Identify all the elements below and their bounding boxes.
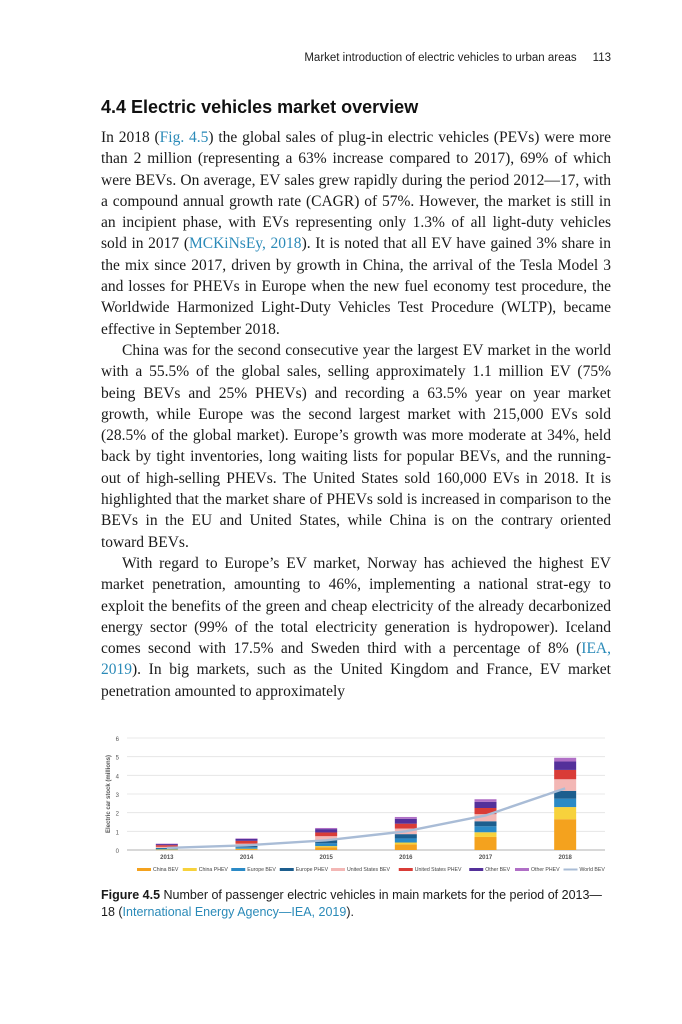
- bar-segment: [315, 846, 337, 847]
- bar-segment: [395, 844, 417, 850]
- y-tick-label: 6: [115, 737, 119, 743]
- x-tick-label: 2013: [160, 855, 174, 861]
- legend-label: Other BEV: [485, 867, 511, 873]
- x-tick-label: 2016: [399, 855, 413, 861]
- bar-segment: [475, 821, 497, 826]
- figure-caption: [101, 887, 611, 920]
- bar-segment: [395, 843, 417, 845]
- legend-label: Other PHEV: [531, 867, 560, 873]
- y-axis-label: Electric car stock (millions): [106, 754, 112, 834]
- legend-swatch: [331, 868, 345, 871]
- bar-segment: [236, 849, 258, 850]
- x-tick-label: 2014: [239, 855, 254, 861]
- legend-swatch: [280, 868, 294, 871]
- p1-text-c: ). It is noted that all EV have gained 3% share in the mix since 2017, driven by growth in China, the arrival of the Tesla Model 3 and losses for PHEVs in Europe when the new fuel economy test procedure, the Worldwide Harmonized Light-Duty Vehicles Test Procedure (WLTP), became effective in September 2018.: [101, 235, 611, 338]
- bar-segment: [236, 838, 258, 839]
- x-tick-label: 2015: [319, 855, 333, 861]
- bar-segment: [156, 844, 178, 845]
- bar-segment: [236, 849, 258, 850]
- bar-segment: [475, 832, 497, 837]
- bar-segment: [475, 837, 497, 850]
- bar-segment: [554, 758, 576, 762]
- running-header: [101, 52, 611, 64]
- p3-text-a: With regard to Europe’s EV market, Norway has achieved the highest EV market penetration, amounting to 46%, implementing a national strat-egy to exploit the benefits of the green and cheap electricity of the already decarbonized energy sector (99% of the total electricity generation is hydropower). Iceland comes second with 17.5% and Sweden third with a percentage of 8% (: [101, 554, 611, 658]
- bar-segment: [156, 844, 178, 845]
- section-heading: 4.4 Electric vehicles market overview: [101, 97, 419, 117]
- legend-swatch: [399, 868, 413, 871]
- bar-segment: [156, 849, 178, 850]
- bar-segment: [315, 847, 337, 850]
- paragraph-3: [101, 553, 611, 702]
- bar-segment: [315, 843, 337, 846]
- bar-segment: [475, 826, 497, 832]
- y-tick-label: 3: [115, 793, 119, 799]
- x-tick-label: 2018: [558, 855, 572, 861]
- caption-end: ).: [346, 904, 354, 919]
- ev-stock-chart: [101, 730, 611, 880]
- running-title: Market introduction of electric vehicles to urban areas: [304, 52, 577, 64]
- bar-segment: [395, 838, 417, 842]
- bar-segment: [554, 799, 576, 807]
- paragraph-1: [101, 127, 611, 340]
- bar-segment: [475, 802, 497, 808]
- series-line-world-bev: [167, 788, 565, 848]
- legend-label: China PHEV: [198, 867, 228, 873]
- bar-segment: [236, 839, 258, 841]
- legend-swatch: [183, 868, 197, 871]
- x-tick-label: 2017: [478, 855, 493, 861]
- bar-segment: [554, 807, 576, 819]
- legend-swatch: [515, 868, 529, 871]
- p1-text-b: ) the global sales of plug-in electric vehicles (PEVs) were more than 2 million (representing a 63% increase compared to 2017), 69% of which were BEVs. On average, EV sales grew rapidly during the period 2012—17, with a compound annual growth rate (CAGR) of 57%. However, the market is still in an incipient phase, with EVs representing only 1.3% of all light-duty vehicles sold in 2017 (: [101, 129, 612, 253]
- bar-segment: [395, 817, 417, 819]
- bar-segment: [554, 819, 576, 850]
- bar-segment: [236, 841, 258, 844]
- bar-segment: [315, 832, 337, 836]
- y-tick-label: 0: [115, 849, 119, 855]
- body-text: [101, 127, 611, 702]
- figure-label: Figure 4.5: [101, 888, 161, 902]
- legend-swatch: [137, 868, 151, 871]
- caption-text: Number of passenger electric vehicles in main markets for the period of 2013—18 (: [101, 888, 602, 919]
- p1-text-a: In 2018 (: [101, 129, 160, 146]
- y-tick-label: 5: [115, 755, 119, 762]
- page-number: 113: [592, 52, 611, 64]
- legend-label: China BEV: [153, 867, 179, 873]
- legend-swatch: [469, 868, 483, 871]
- paragraph-2: China was for the second consecutive year the largest EV market in the world with a 55.5% of the global sales, selling approximately 1.1 million EV (75% being BEVs and 25% PHEVs) and recording a 63.5% year on year market growth, while Europe was the second largest market with 215,000 EVs sold (28.5% of the global market). Europe’s growth was more moderate at 34%, held back by tight inventories, long waiting lists for popular BEVs, and the running-out of high-selling PHEVs. The United States sold 160,000 EVs in 2018. It is highlighted that the market share of PHEVs sold is increased in comparison to the BEVs in the EU and United States, while China is on the contrary oriented toward BEVs.: [101, 341, 611, 551]
- p3-text-b: ). In big markets, such as the United Kingdom and France, EV market penetration amounted to approximately: [101, 661, 611, 700]
- y-tick-label: 1: [115, 830, 119, 837]
- legend-label: Europe BEV: [247, 867, 276, 873]
- legend-label: World BEV: [579, 867, 605, 873]
- figure-link[interactable]: Fig. 4.5: [159, 129, 209, 146]
- legend-label: United States BEV: [347, 867, 390, 873]
- legend-swatch: [231, 868, 245, 871]
- bar-segment: [554, 762, 576, 770]
- bar-segment: [395, 834, 417, 838]
- bar-segment: [395, 824, 417, 829]
- bar-segment: [315, 829, 337, 832]
- caption-citation-link[interactable]: International Energy Agency—IEA, 2019: [122, 904, 347, 919]
- y-tick-label: 4: [115, 774, 119, 781]
- bar-segment: [554, 770, 576, 779]
- bar-segment: [236, 847, 258, 848]
- citation-link-iea[interactable]: IEA, 2019: [101, 640, 611, 679]
- bar-segment: [315, 828, 337, 829]
- bar-segment: [395, 819, 417, 824]
- citation-link-mckinsey[interactable]: MCKiNsEy, 2018: [188, 235, 302, 253]
- bar-segment: [475, 799, 497, 802]
- legend-label: Europe PHEV: [295, 867, 329, 873]
- legend-label: United States PHEV: [414, 867, 462, 873]
- y-tick-label: 2: [115, 811, 119, 818]
